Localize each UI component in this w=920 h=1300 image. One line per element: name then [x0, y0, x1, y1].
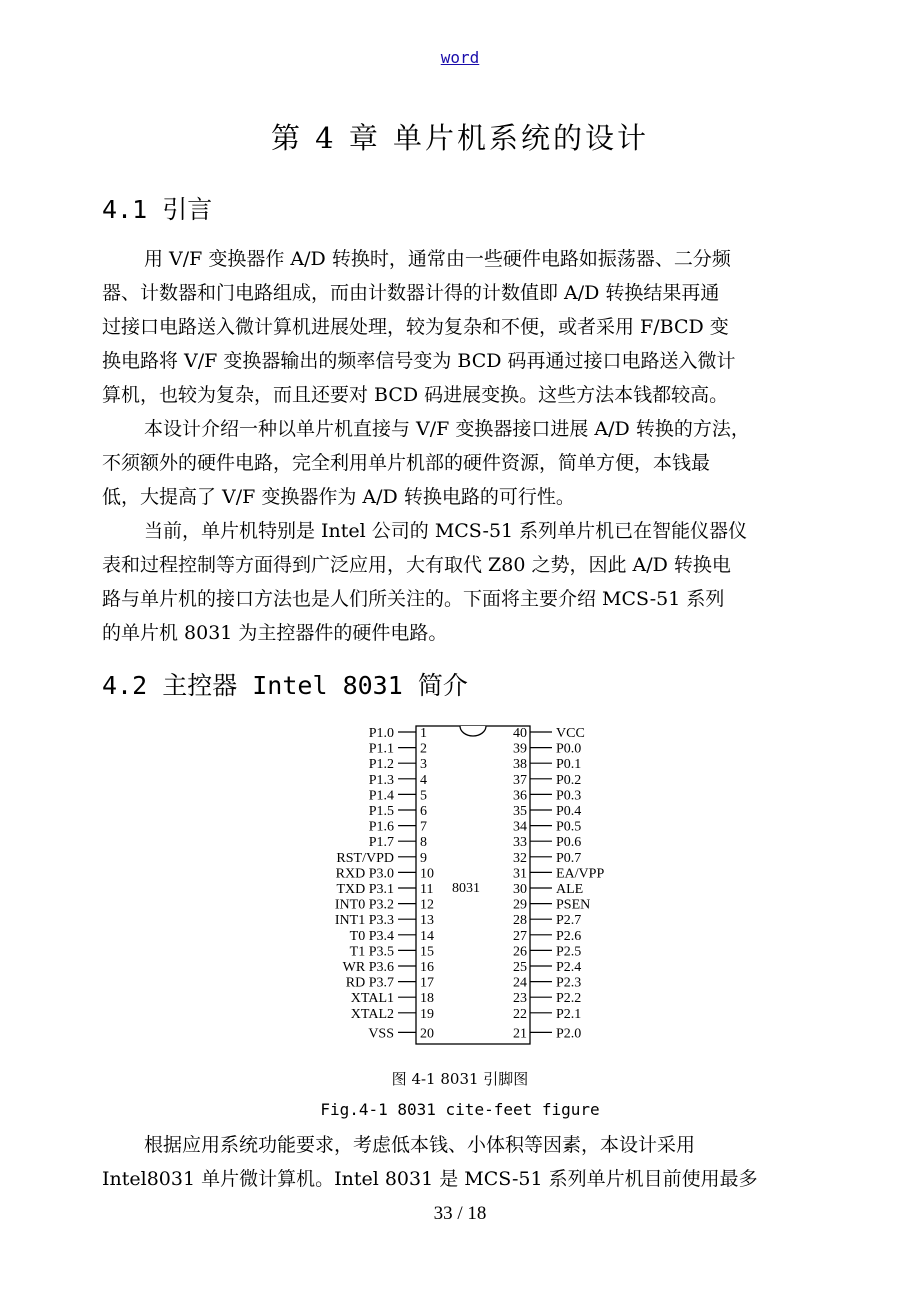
pin-name: VSS	[368, 1026, 394, 1042]
pin-name: INT1 P3.3	[334, 913, 394, 929]
pin-number: 25	[513, 960, 527, 975]
text-line: 本设计介绍一种以单片机直接与 V/F 变换器接口进展 A/D 转换的方法，	[144, 418, 750, 440]
pin-number: 18	[420, 991, 434, 1007]
pin-number: 38	[513, 757, 527, 773]
pin-name: P1.5	[368, 804, 394, 819]
pin-name: RXD P3.0	[335, 866, 394, 882]
pin-number: 4	[420, 772, 427, 788]
pin-name: P2.2	[556, 991, 582, 1007]
8031-pinout-diagram	[300, 718, 630, 1058]
pin-name: T0 P3.4	[349, 928, 394, 944]
text-line: 路与单片机的接口方法也是人们所关注的。下面将主要介绍 MCS-51 系列	[102, 588, 725, 610]
pin-name: P1.2	[368, 757, 394, 773]
pin-name: ALE	[556, 882, 584, 897]
pin-number: 19	[420, 1006, 434, 1022]
header-word-link[interactable]: word	[440, 48, 480, 67]
pin-number: 6	[420, 804, 427, 819]
pin-number: 2	[420, 741, 427, 757]
pin-number: 34	[513, 819, 527, 835]
paragraph-8031-intro	[102, 1128, 820, 1196]
pin-number: 11	[420, 882, 434, 897]
pin-number: 28	[513, 913, 527, 929]
pin-number: 32	[513, 850, 527, 866]
pin-name: P2.0	[556, 1026, 582, 1042]
paragraph-intro-2	[102, 412, 820, 514]
pin-number: 12	[420, 897, 434, 913]
pin-number: 37	[513, 772, 527, 788]
text-line: 低，大提高了 V/F 变换器作为 A/D 转换电路的可行性。	[102, 486, 575, 508]
pin-number: 17	[420, 975, 434, 991]
pin-number: 30	[513, 882, 527, 897]
page-number: 33 / 18	[433, 1203, 487, 1224]
pin-number: 27	[513, 928, 527, 944]
text-line: 过接口电路送入微计算机进展处理，较为复杂和不便，或者采用 F/BCD 变	[102, 316, 729, 338]
pin-number: 13	[420, 913, 434, 929]
pin-name: P0.4	[556, 804, 582, 819]
pin-number: 40	[513, 726, 527, 741]
pin-name: P0.5	[556, 819, 582, 835]
pin-name: P2.5	[556, 944, 582, 960]
pin-name: VCC	[556, 726, 585, 741]
figure-caption-en: Fig.4-1 8031 cite-feet figure	[320, 1100, 600, 1119]
pin-number: 16	[420, 960, 434, 975]
pin-name: P1.4	[368, 788, 394, 804]
pin-number: 1	[420, 726, 427, 741]
pin-name: P0.2	[556, 772, 582, 788]
pin-name: XTAL1	[350, 991, 394, 1007]
pin-name: P0.7	[556, 850, 582, 866]
pin-name: P1.1	[368, 741, 394, 757]
pin-name: P1.6	[368, 819, 394, 835]
pin-name: P1.0	[368, 726, 394, 741]
pin-name: XTAL2	[350, 1006, 394, 1022]
text-line: Intel8031 单片微计算机。Intel 8031 是 MCS-51 系列单片机目前使用最多	[102, 1168, 758, 1190]
text-line: 的单片机 8031 为主控器件的硬件电路。	[102, 622, 448, 644]
pin-number: 15	[420, 944, 434, 960]
chapter-title: 第 4 章 单片机系统的设计	[270, 121, 650, 155]
pin-name: TXD P3.1	[336, 882, 394, 897]
pin-number: 14	[420, 928, 434, 944]
pin-name: P2.6	[556, 928, 582, 944]
pin-number: 39	[513, 741, 527, 757]
paragraph-intro-3	[102, 514, 820, 650]
pin-number: 7	[420, 819, 427, 835]
pin-name: PSEN	[556, 897, 591, 913]
pin-name: EA/VPP	[556, 866, 605, 882]
pin-number: 23	[513, 991, 527, 1007]
section-heading-introduction: 4.1 引言	[102, 195, 213, 224]
pin-name: P0.6	[556, 835, 582, 851]
pin-number: 31	[513, 866, 527, 882]
text-line: 不须额外的硬件电路，完全利用单片机部的硬件资源，简单方便，本钱最	[102, 452, 711, 474]
pin-name: P2.1	[556, 1006, 582, 1022]
text-line: 用 V/F 变换器作 A/D 转换时，通常由一些硬件电路如振荡器、二分频	[144, 248, 731, 270]
pin-name: P0.3	[556, 788, 582, 804]
pin-name: T1 P3.5	[349, 944, 394, 960]
text-line: 换电路将 V/F 变换器输出的频率信号变为 BCD 码再通过接口电路送入微计	[102, 350, 736, 372]
pin-number: 20	[420, 1026, 434, 1042]
pin-number: 24	[513, 975, 527, 991]
text-line: 表和过程控制等方面得到广泛应用，大有取代 Z80 之势，因此 A/D 转换电	[102, 554, 731, 576]
pin-number: 36	[513, 788, 527, 804]
pin-name: P0.1	[556, 757, 582, 773]
pin-name: P1.7	[368, 835, 394, 851]
pin-number: 33	[513, 835, 527, 851]
pin-name: P2.7	[556, 913, 582, 929]
pin-name: WR P3.6	[342, 960, 394, 975]
text-line: 当前，单片机特别是 Intel 公司的 MCS-51 系列单片机已在智能仪器仪	[144, 520, 748, 542]
pin-name: RST/VPD	[336, 850, 394, 866]
text-line: 算机，也较为复杂，而且还要对 BCD 码进展变换。这些方法本钱都较高。	[102, 384, 729, 406]
pin-number: 22	[513, 1006, 527, 1022]
pin-number: 3	[420, 757, 427, 773]
pin-name: P0.0	[556, 741, 582, 757]
pin-number: 5	[420, 788, 427, 804]
pin-name: RD P3.7	[345, 975, 394, 991]
pin-name: P2.3	[556, 975, 582, 991]
pin-number: 9	[420, 850, 427, 866]
pin-number: 26	[513, 944, 527, 960]
pin-number: 29	[513, 897, 527, 913]
pin-number: 35	[513, 804, 527, 819]
pin-name: P2.4	[556, 960, 582, 975]
pin-number: 10	[420, 866, 434, 882]
pin-number: 8	[420, 835, 427, 851]
pin-name: P1.3	[368, 772, 394, 788]
paragraph-intro-1	[102, 242, 820, 412]
figure-caption-cn: 图 4-1 8031 引脚图	[391, 1070, 529, 1088]
pin-number: 21	[513, 1026, 527, 1042]
pin-name: INT0 P3.2	[334, 897, 394, 913]
chip-label: 8031	[452, 881, 480, 896]
section-heading-8031: 4.2 主控器 Intel 8031 简介	[102, 671, 468, 700]
text-line: 器、计数器和门电路组成，而由计数器计得的计数值即 A/D 转换结果再通	[102, 282, 720, 304]
text-line: 根据应用系统功能要求，考虑低本钱、小体积等因素，本设计采用	[144, 1134, 696, 1156]
chip-notch	[460, 726, 486, 736]
